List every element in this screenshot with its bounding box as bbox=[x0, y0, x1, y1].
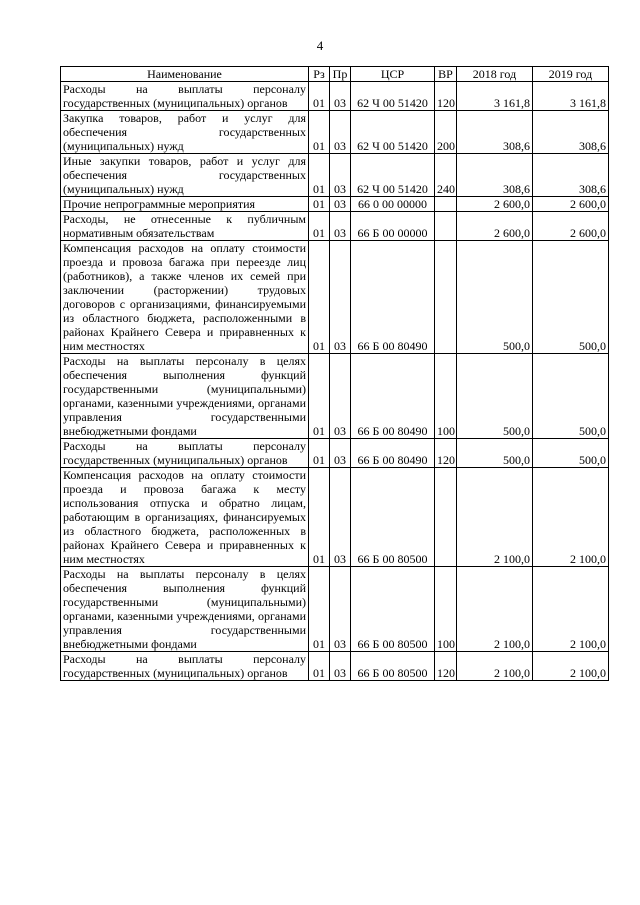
row-csr: 62 Ч 00 51420 bbox=[351, 154, 435, 197]
row-2018: 308,6 bbox=[457, 154, 533, 197]
row-2019: 2 100,0 bbox=[533, 468, 609, 567]
row-name: Расходы на выплаты персоналу в целях обеспечения выполнения функций государственными (муниципальными) органами, казенными учреждениями, органами управления государственными внебюджетными фондами bbox=[61, 354, 309, 439]
row-2018: 2 100,0 bbox=[457, 567, 533, 652]
row-2018: 500,0 bbox=[457, 241, 533, 354]
row-rz: 01 bbox=[309, 111, 330, 154]
row-pr: 03 bbox=[330, 212, 351, 241]
table-row bbox=[61, 439, 609, 468]
row-pr: 03 bbox=[330, 567, 351, 652]
row-name: Расходы на выплаты персоналу государственных (муниципальных) органов bbox=[61, 439, 309, 468]
row-csr: 66 Б 00 80490 bbox=[351, 439, 435, 468]
row-pr: 03 bbox=[330, 439, 351, 468]
row-rz: 01 bbox=[309, 652, 330, 681]
header-rz: Рз bbox=[309, 67, 330, 82]
row-vr: 120 bbox=[435, 439, 457, 468]
row-rz: 01 bbox=[309, 567, 330, 652]
row-2018: 2 600,0 bbox=[457, 212, 533, 241]
table-row bbox=[61, 212, 609, 241]
table-row bbox=[61, 197, 609, 212]
row-name: Расходы, не отнесенные к публичным нормативным обязательствам bbox=[61, 212, 309, 241]
row-2018: 2 100,0 bbox=[457, 468, 533, 567]
row-2018: 2 100,0 bbox=[457, 652, 533, 681]
row-name: Закупка товаров, работ и услуг для обеспечения государственных (муниципальных) нужд bbox=[61, 111, 309, 154]
row-csr: 66 0 00 00000 bbox=[351, 197, 435, 212]
table-row bbox=[61, 354, 609, 439]
row-2019: 500,0 bbox=[533, 354, 609, 439]
row-csr: 66 Б 00 80500 bbox=[351, 652, 435, 681]
header-vr: ВР bbox=[435, 67, 457, 82]
row-csr: 66 Б 00 80490 bbox=[351, 354, 435, 439]
row-pr: 03 bbox=[330, 111, 351, 154]
row-name: Расходы на выплаты персоналу государственных (муниципальных) органов bbox=[61, 652, 309, 681]
table-row bbox=[61, 82, 609, 111]
page-number: 4 bbox=[316, 38, 324, 53]
row-csr: 66 Б 00 80500 bbox=[351, 468, 435, 567]
row-vr bbox=[435, 197, 457, 212]
row-2019: 2 600,0 bbox=[533, 212, 609, 241]
row-2018: 3 161,8 bbox=[457, 82, 533, 111]
row-2018: 308,6 bbox=[457, 111, 533, 154]
row-csr: 66 Б 00 80500 bbox=[351, 567, 435, 652]
row-2018: 500,0 bbox=[457, 354, 533, 439]
header-name: Наименование bbox=[61, 67, 309, 82]
row-rz: 01 bbox=[309, 468, 330, 567]
row-name: Расходы на выплаты персоналу в целях обеспечения выполнения функций государственными (муниципальными) органами, казенными учреждениями, органами управления государственными внебюджетными фондами bbox=[61, 567, 309, 652]
header-2019: 2019 год bbox=[533, 67, 609, 82]
row-2019: 2 100,0 bbox=[533, 567, 609, 652]
row-vr: 200 bbox=[435, 111, 457, 154]
header-csr: ЦСР bbox=[351, 67, 435, 82]
row-csr: 62 Ч 00 51420 bbox=[351, 111, 435, 154]
row-rz: 01 bbox=[309, 154, 330, 197]
row-2019: 500,0 bbox=[533, 439, 609, 468]
row-2019: 2 100,0 bbox=[533, 652, 609, 681]
header-pr: Пр bbox=[330, 67, 351, 82]
row-2019: 308,6 bbox=[533, 154, 609, 197]
row-name: Компенсация расходов на оплату стоимости проезда и провоза багажа к месту использования отпуска и обратно лицам, работающим в организациях, финансируемых из областного бюджета, расположенных в районах Крайнего Севера и приравненных к ним местностях bbox=[61, 468, 309, 567]
row-name: Компенсация расходов на оплату стоимости проезда и провоза багажа при переезде лиц (работников), а также членов их семей при заключении (расторжении) трудовых договоров с организациями, финансируемыми из областного бюджета, расположенными в районах Крайнего Севера и приравненных к ним местностях bbox=[61, 241, 309, 354]
row-vr bbox=[435, 468, 457, 567]
row-2019: 500,0 bbox=[533, 241, 609, 354]
row-rz: 01 bbox=[309, 212, 330, 241]
row-vr: 120 bbox=[435, 82, 457, 111]
table-row bbox=[61, 154, 609, 197]
table-row bbox=[61, 652, 609, 681]
row-name: Расходы на выплаты персоналу государственных (муниципальных) органов bbox=[61, 82, 309, 111]
row-pr: 03 bbox=[330, 652, 351, 681]
row-csr: 66 Б 00 00000 bbox=[351, 212, 435, 241]
table-row bbox=[61, 468, 609, 567]
row-csr: 62 Ч 00 51420 bbox=[351, 82, 435, 111]
row-2018: 500,0 bbox=[457, 439, 533, 468]
table-row bbox=[61, 241, 609, 354]
row-name: Иные закупки товаров, работ и услуг для обеспечения государственных (муниципальных) нужд bbox=[61, 154, 309, 197]
row-2019: 3 161,8 bbox=[533, 82, 609, 111]
row-vr: 240 bbox=[435, 154, 457, 197]
row-2018: 2 600,0 bbox=[457, 197, 533, 212]
row-vr: 100 bbox=[435, 567, 457, 652]
row-2019: 308,6 bbox=[533, 111, 609, 154]
table-row bbox=[61, 111, 609, 154]
row-vr bbox=[435, 241, 457, 354]
row-rz: 01 bbox=[309, 354, 330, 439]
row-vr bbox=[435, 212, 457, 241]
row-rz: 01 bbox=[309, 197, 330, 212]
row-csr: 66 Б 00 80490 bbox=[351, 241, 435, 354]
row-pr: 03 bbox=[330, 197, 351, 212]
row-name: Прочие непрограммные мероприятия bbox=[61, 197, 309, 212]
row-pr: 03 bbox=[330, 241, 351, 354]
row-2019: 2 600,0 bbox=[533, 197, 609, 212]
table-header-row bbox=[61, 67, 609, 82]
row-pr: 03 bbox=[330, 82, 351, 111]
budget-table bbox=[60, 66, 609, 681]
row-pr: 03 bbox=[330, 354, 351, 439]
row-vr: 120 bbox=[435, 652, 457, 681]
row-rz: 01 bbox=[309, 439, 330, 468]
row-vr: 100 bbox=[435, 354, 457, 439]
row-pr: 03 bbox=[330, 468, 351, 567]
row-pr: 03 bbox=[330, 154, 351, 197]
row-rz: 01 bbox=[309, 241, 330, 354]
table-row bbox=[61, 567, 609, 652]
row-rz: 01 bbox=[309, 82, 330, 111]
header-2018: 2018 год bbox=[457, 67, 533, 82]
